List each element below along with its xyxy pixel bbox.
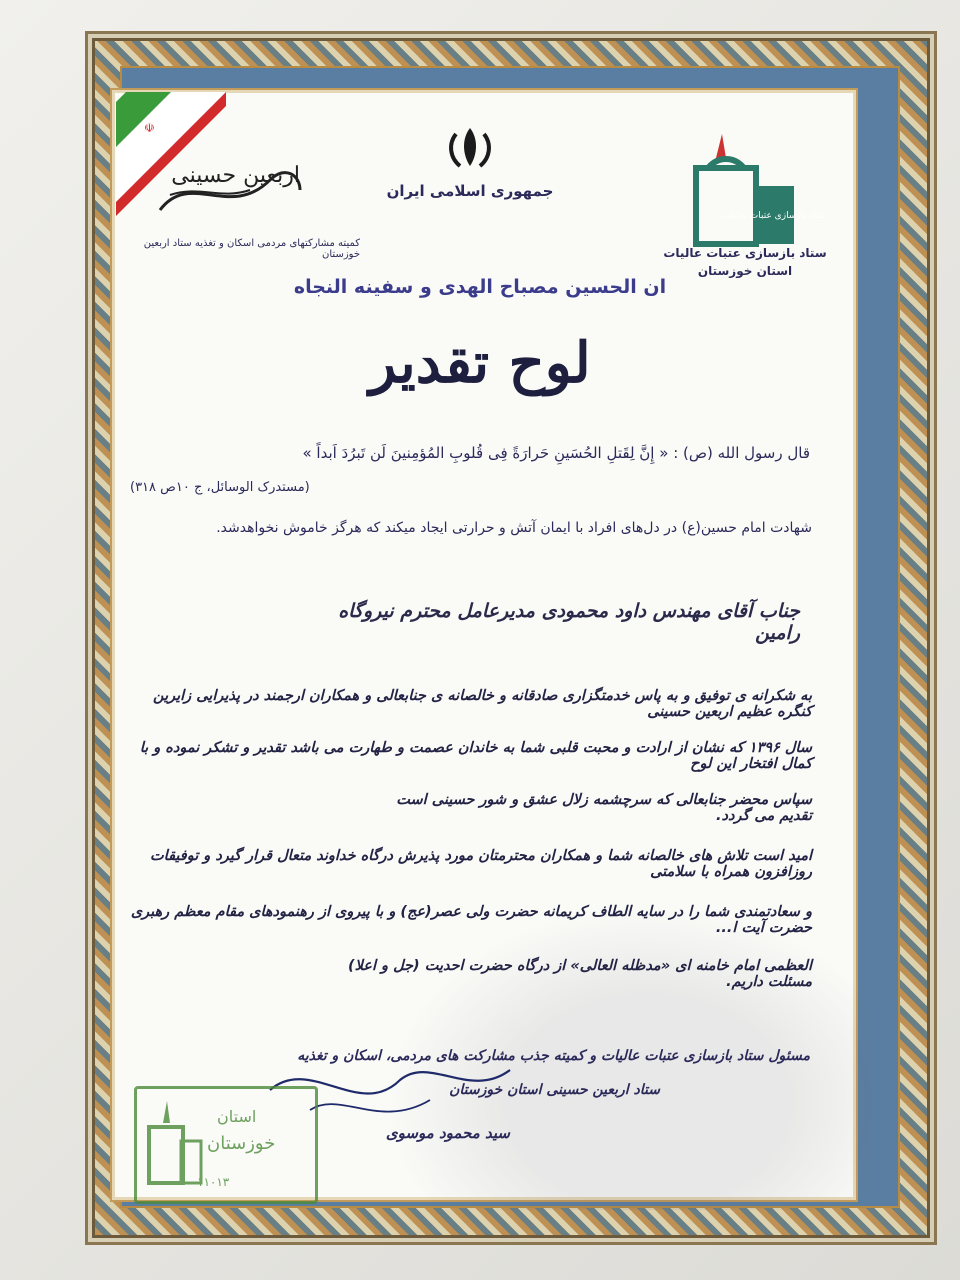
- stamp-number: ۱۱۰۱۳: [197, 1175, 230, 1189]
- recipient: جناب آقای مهندس داود محمودی مدیرعامل محترم نیروگاه رامین: [338, 600, 800, 644]
- svg-text:اربعین حسینی: اربعین حسینی: [171, 163, 300, 188]
- right-logo-caption-1: ستاد بازسازی عتبات عالیات: [663, 246, 827, 260]
- republic-label: جمهوری اسلامی ایران: [386, 182, 554, 200]
- body-line-6: العظمی امام خامنه ای «مدظله العالی» از درگاه حضرت احدیت (جل و اعلا) مسئلت داریم.: [348, 958, 812, 990]
- body-line-2: سال ۱۳۹۶ که نشان از ارادت و محبت قلبی شما به خاندان عصمت و طهارت می باشد تقدیر و تشکر نموده و با کمال افتخار این لوح: [139, 740, 812, 772]
- right-logo-caption-2: استان خوزستان: [697, 264, 793, 278]
- signature-title-2: ستاد اربعین حسینی استان خوزستان: [449, 1082, 660, 1098]
- hadith-source: (مستدرک الوسائل، ج ۱۰ص ۳۱۸): [130, 480, 310, 495]
- stamp-shrine-icon: [145, 1097, 205, 1187]
- body-line-4: امید است تلاش های خالصانه شما و همکاران محترمتان مورد پذیرش درگاه خداوند متعال قرار گیرد و توفیقات روزافزون همراه با سلامتی: [150, 848, 812, 880]
- hadith-quote: قال رسول الله (ص) : « إِنَّ لِقَتلِ الحُسَینِ حَرارَةً فِی قُلوبِ المُؤمِنینَ لَن تَبرُدَ اَبداً »: [302, 444, 810, 462]
- svg-text:☫: ☫: [144, 121, 155, 135]
- certificate-title: لوح تقدیر: [369, 330, 591, 396]
- hadith-translation: شهادت امام حسین(ع) در دل‌های افراد با ایمان آتش و حرارتی ایجاد میکند که هرگز خاموش نخواهدشد.: [216, 520, 812, 536]
- stamp-text-2: خوزستان: [207, 1133, 276, 1154]
- atabat-logo-icon: [688, 128, 826, 248]
- signatory-name: سید محمود موسوی: [385, 1124, 510, 1142]
- left-logo-caption: کمیته مشارکتهای مردمی اسکان و تغذیه ستاد اربعین خوزستان: [143, 238, 360, 260]
- motto: ان الحسین مصباح الهدی و سفینه النجاه: [293, 276, 667, 298]
- signature-title-1: مسئول ستاد بازسازی عتبات عالیات و کمیته جذب مشارکت های مردمی، اسکان و تغذیه: [297, 1048, 810, 1064]
- stamp-text-1: استان: [217, 1107, 257, 1126]
- body-line-3: سپاس محضر جنابعالی که سرچشمه زلال عشق و شور حسینی است تقدیم می گردد.: [396, 792, 812, 824]
- arbaeen-calligraphy-logo: [150, 150, 310, 230]
- body-line-1: به شکرانه ی توفیق و به پاس خدمتگزاری صادقانه و خالصانه ی جنابعالی و همکاران ارجمند در پذیرایی زایرین کنگره عظیم اربعین حسینی: [153, 688, 812, 720]
- official-stamp: [134, 1086, 318, 1204]
- svg-text:ستاد بازسازی عتبات عالیات: ستاد بازسازی عتبات عالیات: [722, 211, 826, 221]
- iran-emblem-icon: [444, 124, 496, 170]
- body-line-5: و سعادتمندی شما را در سایه الطاف کریمانه حضرت ولی عصر(عج) و با پیروی از رهنمودهای مقام معظم رهبری حضرت آیت ا...: [130, 904, 812, 936]
